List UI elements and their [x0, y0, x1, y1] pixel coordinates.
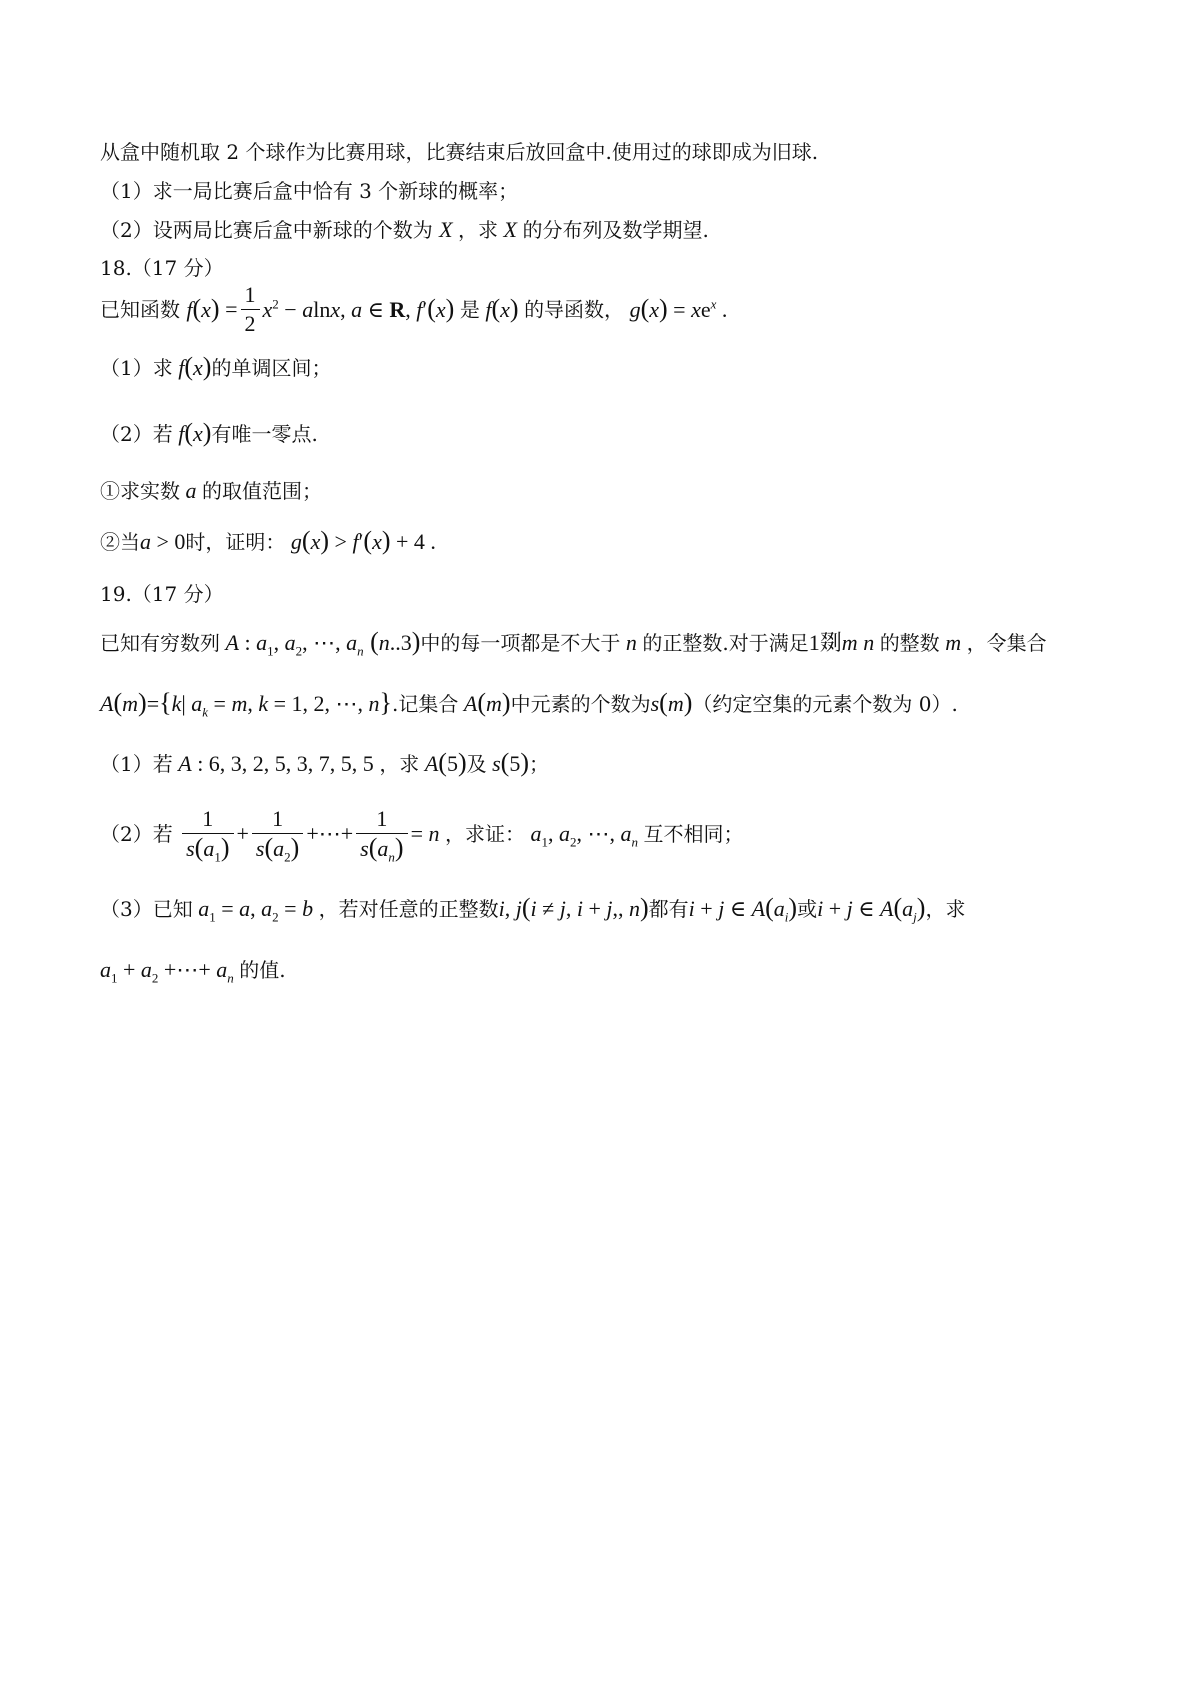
problem-19-tail: [100, 957, 286, 986]
p19-sub2-text-a: （2）若: [100, 822, 173, 846]
math-f-x: f(x): [479, 294, 519, 323]
problem-19-sub-1: [100, 748, 550, 777]
p19-tail-text: 的值.: [239, 958, 286, 982]
math-fraction-one-half: $\frac{1}{2}$: [241, 283, 260, 336]
intro-q2-text-b: ，求: [458, 218, 499, 242]
math-a: a: [180, 478, 202, 503]
p19-sub3-text-a: （3）已知: [100, 897, 193, 921]
p19-stem2-text-b: 中元素的个数为: [510, 692, 651, 716]
math-sum-a: $a_1 + a_2$ +⋯+ $a_n$: [100, 957, 234, 986]
intro-q1-text: （1）求一局比赛后盒中恰有 3 个新球的概率；: [100, 179, 519, 203]
math-A-5: A(5): [419, 748, 467, 777]
math-m: m: [939, 630, 967, 655]
p19-sub3-text-c: 都有: [648, 897, 689, 921]
p19-stem1-text-a: 已知有穷数列: [100, 631, 220, 655]
p18-sub2-text-b: 有唯一零点.: [211, 422, 318, 446]
p19-stem1-text-c: 的正整数.对于满足: [642, 631, 809, 655]
math-fraction-1-s-a2: $\frac{1}{s(a_2)}$: [252, 807, 303, 861]
p18-sub2-text-a: （2）若: [100, 422, 173, 446]
p19-heading-text: 19.（17 分）: [100, 582, 224, 606]
math-plus: +: [236, 821, 249, 846]
p19-stem2-text-a: .记集合: [392, 692, 459, 716]
math-g-definition: $g(x) = xe^x$ .: [624, 294, 728, 323]
math-sequence-A: A : $a_1$, $a_2$, ⋯, $a_n$ (n..3): [220, 627, 421, 659]
math-range-m: 1剟m n: [808, 630, 880, 655]
math-X: X: [498, 217, 523, 242]
math-f-x: f(x): [186, 294, 220, 323]
intro-question-2: [100, 218, 709, 242]
math-f-definition: $x^2 - alnx$, a ∈ R, f′(x): [262, 294, 455, 323]
p19-sub1-text-c: 及: [466, 752, 487, 776]
math-equals: =: [225, 296, 238, 322]
problem-18-stem: [100, 283, 727, 336]
p19-sub2-text-b: ，求证：: [444, 822, 525, 846]
p19-sub2-text-c: 互不相同；: [643, 822, 744, 846]
math-a-positive: a > 0: [140, 529, 186, 554]
intro-line: [100, 140, 818, 164]
problem-18-part-i: [100, 479, 322, 503]
problem-18-part-ii: [100, 526, 436, 555]
math-equals-n: = n: [410, 821, 445, 846]
p18-sub1-text-a: （1）求: [100, 356, 173, 380]
p19-stem1-text-b: 中的每一项都是不大于: [420, 631, 621, 655]
p18-part-ii-text-a: ②当: [100, 530, 140, 554]
problem-19-sub-3: [100, 893, 966, 925]
math-s-m: s(m): [650, 688, 693, 717]
math-plus-dots: +⋯+: [306, 821, 354, 846]
p19-sub1-text-a: （1）若: [100, 752, 173, 776]
math-inequality: g(x) > f′(x) + 4 .: [285, 526, 436, 555]
intro-q2-text-c: 的分布列及数学期望.: [522, 218, 709, 242]
p19-sub3-text-d: 或: [797, 897, 818, 921]
math-A-m: A(m): [458, 688, 511, 717]
p18-sub1-text-b: 的单调区间；: [211, 356, 332, 380]
math-f-x: f(x): [172, 418, 212, 447]
p18-stem-text-a: 已知函数: [100, 297, 180, 322]
math-membership-aj: i + j ∈ $A(a_j)$: [817, 893, 926, 925]
math-s-5: s(5): [486, 748, 530, 777]
intro-question-1: [100, 179, 518, 203]
problem-18-sub-1: [100, 352, 332, 381]
p18-part-ii-text-b: 时，证明：: [185, 530, 286, 554]
p19-sub1-text-b: ，求: [379, 752, 420, 776]
math-fraction-1-s-an: $\frac{1}{s(a_n)}$: [356, 807, 407, 861]
p19-stem2-text-c: （约定空集的元素个数为 0）.: [692, 692, 958, 716]
math-a1-to-an: $a_1$, $a_2$, ⋯, $a_n$: [524, 821, 638, 850]
p19-stem1-text-e: ，令集合: [966, 631, 1047, 655]
p19-sub3-text-e: ，求: [925, 897, 966, 921]
problem-19-sub-2: [100, 806, 744, 865]
intro-text: 从盒中随机取 2 个球作为比赛用球，比赛结束后放回盒中.使用过的球即成为旧球.: [100, 140, 819, 164]
p18-part-i-text-a: ①求实数: [100, 479, 180, 503]
problem-18-sub-2: [100, 418, 318, 447]
math-membership-ai: i + j ∈ $A(a_i)$: [688, 893, 798, 925]
problem-19-stem-2: [100, 688, 958, 720]
math-i-j-condition: i, j(i ≠ j, i + j,, n): [498, 893, 649, 922]
p18-stem-text-b: 是: [459, 297, 480, 322]
p18-heading-text: 18.（17 分）: [100, 256, 224, 280]
math-a1-a2-given: $a_1 = a$, $a_2 = b$: [192, 896, 319, 925]
math-n: n: [620, 630, 643, 655]
intro-q2-text-a: （2）设两局比赛后盒中新球的个数为: [100, 218, 433, 242]
problem-18-heading: [100, 256, 224, 280]
math-f-x: f(x): [172, 352, 212, 381]
p18-stem-text-c: 的导函数，: [524, 297, 625, 322]
p18-part-i-text-b: 的取值范围；: [202, 479, 322, 503]
math-X: X: [439, 217, 459, 242]
problem-19-heading: [100, 582, 224, 606]
math-A-example: A : 6, 3, 2, 5, 3, 7, 5, 5: [172, 751, 380, 776]
p19-stem1-text-d: 的整数: [879, 631, 940, 655]
math-fraction-1-s-a1: $\frac{1}{s(a_1)}$: [182, 807, 233, 861]
problem-19-stem-1: [100, 627, 1047, 659]
p19-sub3-text-b: ，若对任意的正整数: [318, 897, 499, 921]
math-set-A-m: A(m)={k| $a_k = m$, k = 1, 2, ⋯, n}: [100, 688, 393, 720]
p19-sub1-text-d: ；: [529, 752, 550, 776]
